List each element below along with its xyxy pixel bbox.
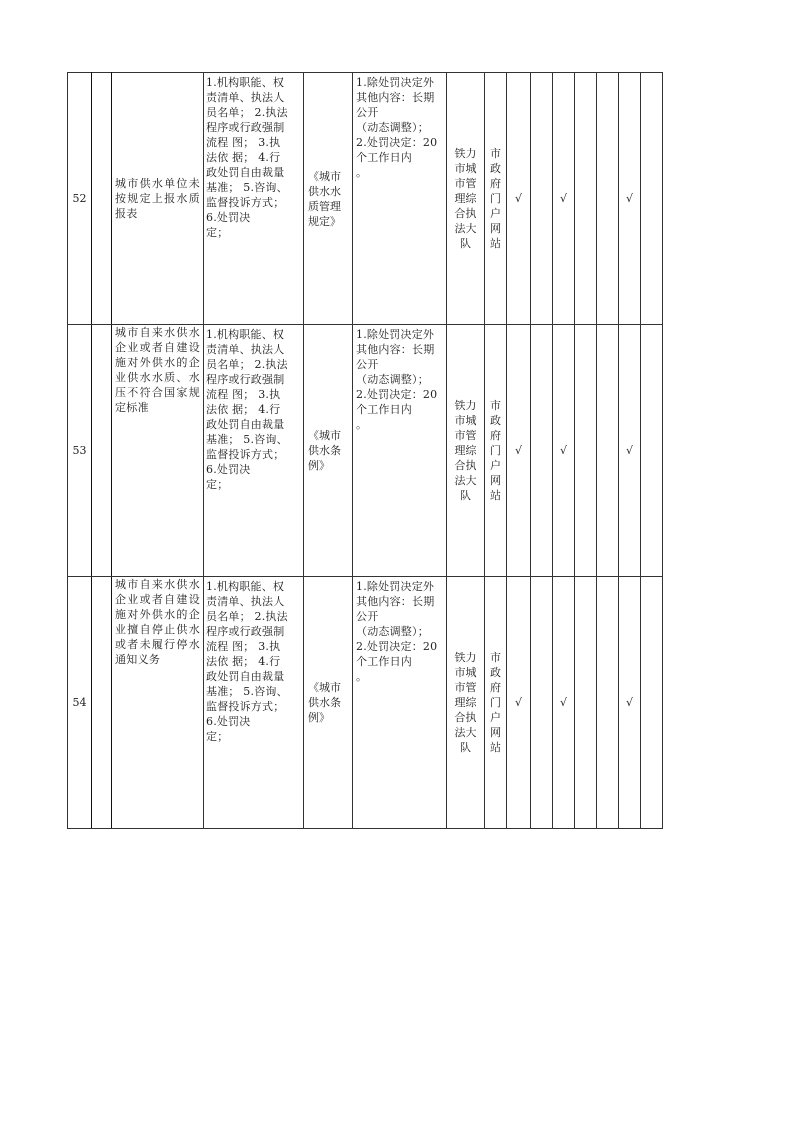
item-name: 城市供水单位未按规定上报水质报表 [112,73,204,325]
content-line: 流程 图； 3.执 [206,136,281,149]
empty-cell [575,73,597,325]
time-line: （动态调整）； [356,121,429,134]
content-line: 流程 图； 3.执 [206,388,281,401]
content-line: 法依 据； 4.行 [206,655,281,668]
item-name: 城市自来水供水企业或者自建设施对外供水的企业擅自停止供水或者未履行停水通知义务 [112,577,204,829]
time-line: 1.除处罚决定外 [356,76,435,89]
disclosure-timing [353,325,447,577]
mark-cell-1: √ [507,73,531,325]
time-line: （动态调整）； [356,625,429,638]
content-line: 定； [206,478,229,491]
mark-cell-3: √ [619,73,641,325]
time-line: 2.处罚决定：20 [356,136,438,149]
time-line: 个工作日内 [356,151,412,164]
content-line: 6.处罚决 [206,715,251,728]
content-line: 程序或行政强制 [206,625,285,638]
content-line: 政处罚自由裁量 [206,670,285,683]
disclosure-table [67,72,663,829]
empty-cell [641,577,663,829]
content-line: 6.处罚决 [206,211,251,224]
content-line: 监督投诉方式； [206,196,285,209]
time-line: 公开 [356,610,379,623]
item-name: 城市自来水供水企业或者自建设施对外供水的企业供水水质、水压不符合国家规定标准 [112,325,204,577]
disclosure-content [204,73,304,325]
empty-cell [531,325,553,577]
mark-cell-3: √ [619,325,641,577]
responsible-agency: 铁力市城市管理综合执法大队 [447,325,485,577]
empty-cell [531,577,553,829]
mark-cell-1: √ [507,325,531,577]
empty-cell [641,325,663,577]
content-line: 基准； 5.咨询、 [206,181,288,194]
time-line: 。 [356,418,368,431]
spacer-cell [92,325,112,577]
content-line: 法依 据； 4.行 [206,403,281,416]
spacer-cell [92,577,112,829]
content-line: 责清单、执法人 [206,343,285,356]
disclosure-content [204,577,304,829]
content-line: 定； [206,226,229,239]
table-body [68,73,663,829]
table-row [68,577,663,829]
content-line: 责清单、执法人 [206,91,285,104]
content-line: 1.机构职能、权 [206,76,285,89]
mark-cell-2: √ [553,73,575,325]
content-line: 政处罚自由裁量 [206,418,285,431]
table-row [68,325,663,577]
content-line: 1.机构职能、权 [206,580,285,593]
content-line: 责清单、执法人 [206,595,285,608]
disclosure-channel: 市政府门户网站 [485,73,507,325]
content-line: 监督投诉方式； [206,700,285,713]
time-line: 其他内容：长期 [356,595,435,608]
disclosure-timing [353,73,447,325]
time-line: 1.除处罚决定外 [356,580,435,593]
content-line: 法依 据； 4.行 [206,151,281,164]
empty-cell [575,577,597,829]
time-line: 1.除处罚决定外 [356,328,435,341]
mark-cell-3: √ [619,577,641,829]
empty-cell [597,73,619,325]
content-line: 政处罚自由裁量 [206,166,285,179]
time-line: 公开 [356,106,379,119]
time-line: 2.处罚决定：20 [356,640,438,653]
time-line: 。 [356,670,368,683]
mark-cell-2: √ [553,325,575,577]
legal-basis: 《城市供水条例》 [304,577,353,829]
time-line: 其他内容：长期 [356,91,435,104]
table-row [68,73,663,325]
disclosure-timing [353,577,447,829]
time-line: 个工作日内 [356,655,412,668]
empty-cell [597,577,619,829]
disclosure-channel: 市政府门户网站 [485,577,507,829]
empty-cell [641,73,663,325]
row-number: 54 [68,577,92,829]
responsible-agency: 铁力市城市管理综合执法大队 [447,73,485,325]
content-line: 员名单； 2.执法 [206,610,288,623]
row-number: 53 [68,325,92,577]
content-line: 流程 图； 3.执 [206,640,281,653]
content-line: 程序或行政强制 [206,373,285,386]
disclosure-content [204,325,304,577]
empty-cell [575,325,597,577]
time-line: 。 [356,166,368,179]
legal-basis: 《城市供水条例》 [304,325,353,577]
content-line: 员名单； 2.执法 [206,358,288,371]
disclosure-channel: 市政府门户网站 [485,325,507,577]
spacer-cell [92,73,112,325]
legal-basis: 《城市供水水质管理规定》 [304,73,353,325]
content-line: 定； [206,730,229,743]
content-line: 基准； 5.咨询、 [206,685,288,698]
empty-cell [597,325,619,577]
time-line: 其他内容：长期 [356,343,435,356]
responsible-agency: 铁力市城市管理综合执法大队 [447,577,485,829]
content-line: 6.处罚决 [206,463,251,476]
time-line: 个工作日内 [356,403,412,416]
content-line: 程序或行政强制 [206,121,285,134]
mark-cell-1: √ [507,577,531,829]
empty-cell [531,73,553,325]
time-line: 2.处罚决定：20 [356,388,438,401]
mark-cell-2: √ [553,577,575,829]
time-line: 公开 [356,358,379,371]
content-line: 1.机构职能、权 [206,328,285,341]
row-number: 52 [68,73,92,325]
content-line: 员名单； 2.执法 [206,106,288,119]
content-line: 基准； 5.咨询、 [206,433,288,446]
content-line: 监督投诉方式； [206,448,285,461]
time-line: （动态调整）； [356,373,429,386]
